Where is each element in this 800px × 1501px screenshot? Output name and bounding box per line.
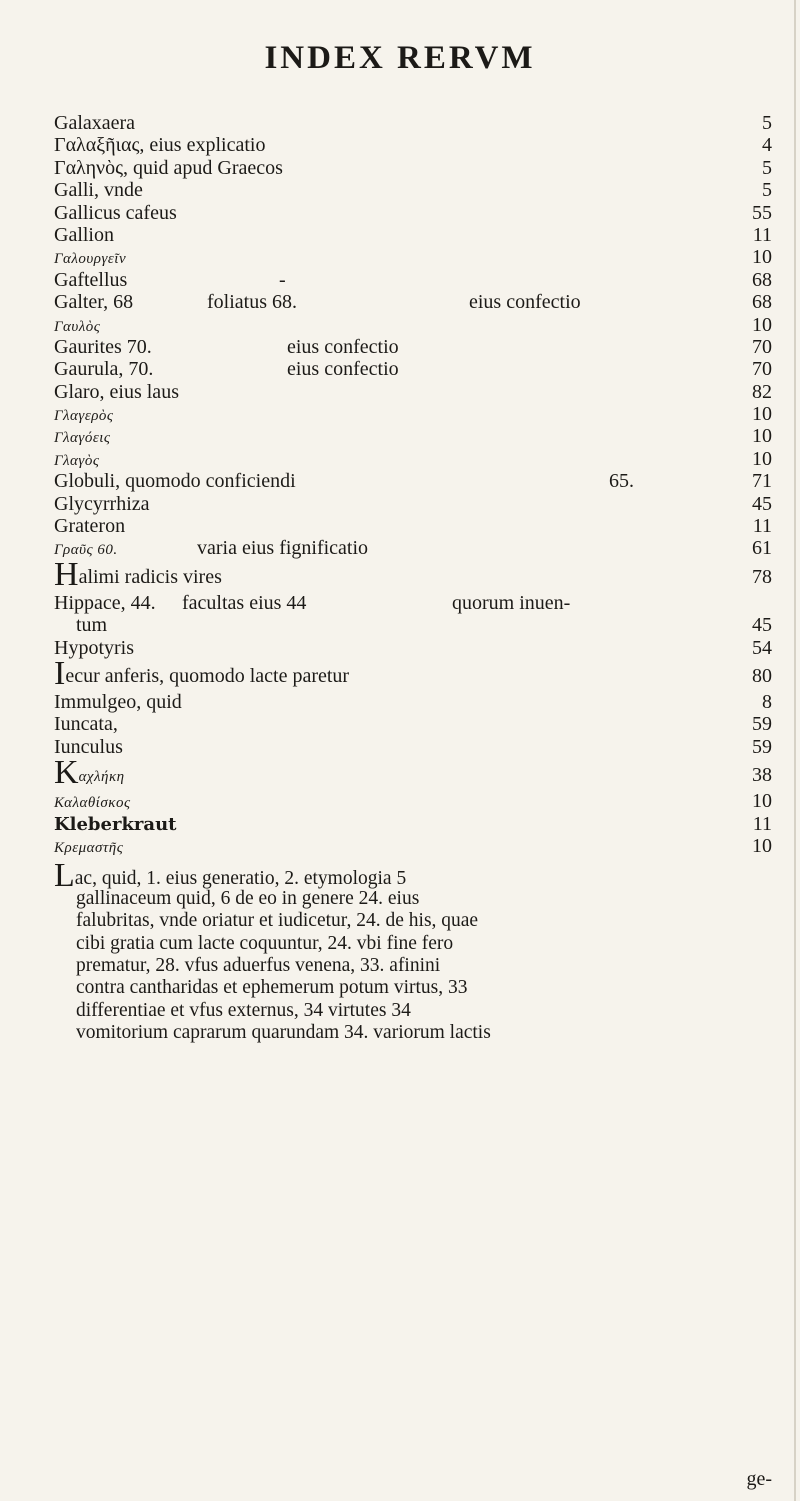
index-entry xyxy=(54,358,772,380)
entry-subtext-2: eius confectio xyxy=(469,291,581,314)
entry-text: Hypotyris xyxy=(54,636,134,659)
entry-label xyxy=(54,336,152,358)
page-reference: 70 xyxy=(752,335,772,358)
page-reference: 10 xyxy=(752,447,772,470)
index-entry xyxy=(54,835,772,857)
entry-text: Galter, 68 xyxy=(54,291,134,314)
index-entry xyxy=(54,157,772,179)
entry-label xyxy=(54,246,126,268)
entry-label xyxy=(54,691,182,713)
entry-label xyxy=(54,813,176,835)
page-reference: 61 xyxy=(752,537,772,560)
entry-subtext: eius confectio xyxy=(287,335,399,358)
page-reference: 10 xyxy=(752,313,772,336)
index-entry xyxy=(54,537,772,559)
lac-line-text: contra cantharidas et ephemerum potum virtus, 33 xyxy=(76,977,468,999)
index-entry xyxy=(54,813,772,835)
entry-label xyxy=(54,202,177,224)
index-entry xyxy=(54,224,772,246)
entry-subtext-2: quorum inuen- xyxy=(452,591,571,614)
entry-label xyxy=(54,425,110,447)
entry-label xyxy=(54,179,143,201)
page-reference: 10 xyxy=(752,425,772,448)
lac-line xyxy=(54,910,772,932)
page-reference: 55 xyxy=(752,201,772,224)
page-reference: 5 xyxy=(762,112,772,134)
entry-text: Gaurula, 70. xyxy=(54,358,154,381)
lac-line xyxy=(54,977,772,999)
page-title: INDEX RERVM xyxy=(264,40,536,76)
index-entry xyxy=(54,691,772,713)
entry-subtext: facultas eius 44 xyxy=(182,591,307,614)
entry-text: αχλήκη xyxy=(78,769,125,786)
entry-text: Iunculus xyxy=(54,735,123,758)
lac-line-text: differentiae et vfus externus, 34 virtutes 34 xyxy=(76,999,411,1021)
entry-label xyxy=(54,381,179,403)
entry-label xyxy=(54,555,222,593)
page-reference: 68 xyxy=(752,268,772,291)
entry-text: Hippace, 44. xyxy=(54,591,156,614)
page-reference: 45 xyxy=(752,614,772,637)
page-reference: 45 xyxy=(752,492,772,515)
entry-text: Gaurites 70. xyxy=(54,335,152,358)
page-reference: 78 xyxy=(752,565,772,588)
entry-label xyxy=(54,754,125,792)
page-reference: 70 xyxy=(752,358,772,381)
lac-line xyxy=(54,1022,772,1044)
entry-text: Gaftellus xyxy=(54,268,128,291)
lac-line-text: prematur, 28. vfus aduerfus venena, 33. afinini xyxy=(76,954,441,976)
entry-text: Kleberkraut xyxy=(54,813,177,835)
entry-label xyxy=(54,515,125,537)
entry-text: Grateron xyxy=(54,515,126,538)
page-reference: 68 xyxy=(752,291,772,314)
lac-line xyxy=(54,933,772,955)
page-reference: 11 xyxy=(752,515,772,538)
entry-text: alimi radicis vires xyxy=(78,565,222,588)
entry-label xyxy=(54,291,133,313)
lac-line-text: falubritas, vnde oriatur et iudicetur, 24. de his, quae xyxy=(76,910,479,932)
lac-line xyxy=(54,955,772,977)
entry-text: Γλαγόεις xyxy=(54,430,111,447)
entry-label xyxy=(54,134,265,156)
page-reference: 38 xyxy=(752,764,772,787)
entry-text: Γραῦς 60. xyxy=(54,542,118,559)
lac-line xyxy=(54,888,772,910)
index-entry xyxy=(54,112,772,134)
entry-text: ecur anferis, quomodo lacte paretur xyxy=(65,664,350,687)
index-entry xyxy=(54,654,772,692)
page-reference: 10 xyxy=(752,403,772,426)
page-reference: 59 xyxy=(752,713,772,736)
page-reference: 10 xyxy=(752,246,772,269)
entry-label xyxy=(54,358,153,380)
entry-text: Galaxaera xyxy=(54,112,136,134)
entry-initial: I xyxy=(54,654,66,692)
entry-text: tum xyxy=(76,614,108,637)
index-entry xyxy=(54,555,772,593)
entry-text: Gallion xyxy=(54,223,114,246)
entry-text: Γαυλὸς xyxy=(54,318,101,335)
entry-text: Καλαθίσκος xyxy=(54,795,131,812)
entry-text: Globuli, quomodo conficiendi xyxy=(54,470,296,493)
page-reference: 5 xyxy=(762,156,772,179)
lac-line-text: cibi gratia cum lacte coquuntur, 24. vbi fine fero xyxy=(76,932,454,954)
lac-line-text: gallinaceum quid, 6 de eo in genere 24. eius xyxy=(76,887,420,909)
index-entry xyxy=(54,448,772,470)
entry-text: Glycyrrhiza xyxy=(54,492,150,515)
entry-text: Iuncata, xyxy=(54,713,118,736)
index-entry xyxy=(54,592,772,614)
lac-line-text: vomitorium caprarum quarundam 34. variorum lactis xyxy=(76,1022,491,1044)
page-edge-shadow xyxy=(794,0,796,1501)
entry-subtext: varia eius fignificatio xyxy=(197,537,369,560)
index-entry xyxy=(54,246,772,268)
index-entry xyxy=(54,381,772,403)
page-reference: 80 xyxy=(752,664,772,687)
entry-text: Immulgeo, quid xyxy=(54,690,182,713)
index-entries xyxy=(54,112,772,1044)
entry-label xyxy=(54,713,118,735)
entry-label xyxy=(54,790,131,812)
index-entry xyxy=(54,790,772,812)
lac-initial: L xyxy=(54,857,75,895)
page-reference: 11 xyxy=(752,812,772,835)
entry-subtext: - xyxy=(279,268,286,291)
index-entry xyxy=(54,637,772,659)
entry-label xyxy=(54,835,123,857)
page-reference: 4 xyxy=(762,134,772,157)
index-entry xyxy=(54,269,772,291)
page-reference: 71 xyxy=(752,470,772,493)
entry-label xyxy=(54,112,135,134)
entry-label xyxy=(54,224,114,246)
entry-text: Γαλαξῆιας, eius explicatio xyxy=(54,134,266,157)
index-entry xyxy=(54,134,772,156)
index-entry xyxy=(54,314,772,336)
index-entry xyxy=(54,291,772,313)
page-reference: 8 xyxy=(762,690,772,713)
entry-label xyxy=(54,314,100,336)
entry-label xyxy=(54,269,127,291)
page-reference: 59 xyxy=(752,735,772,758)
entry-subtext: eius confectio xyxy=(287,358,399,381)
entry-text: Gallicus cafeus xyxy=(54,201,177,224)
entry-initial: K xyxy=(54,754,79,792)
index-entry xyxy=(54,336,772,358)
page-reference: 82 xyxy=(752,380,772,403)
entry-label xyxy=(54,157,283,179)
entry-label xyxy=(54,654,350,692)
index-entry xyxy=(54,493,772,515)
index-entry xyxy=(54,202,772,224)
page-reference: 54 xyxy=(752,636,772,659)
entry-text: Glaro, eius laus xyxy=(54,380,179,403)
index-entry xyxy=(54,403,772,425)
page-reference: 11 xyxy=(752,223,772,246)
entry-label xyxy=(54,470,296,492)
entry-initial: H xyxy=(54,555,79,593)
entry-subtext: 65. xyxy=(609,470,634,493)
entry-label xyxy=(54,493,150,515)
lac-line-text: ac, quid, 1. eius generatio, 2. etymologia 5 xyxy=(74,868,407,890)
entry-text: Γαλουργεῖν xyxy=(54,251,127,268)
index-entry xyxy=(54,179,772,201)
lac-entry xyxy=(54,857,772,1044)
index-entry xyxy=(54,515,772,537)
catchword: ge- xyxy=(746,1468,772,1490)
entry-label xyxy=(54,592,156,614)
index-entry xyxy=(54,754,772,792)
lac-line xyxy=(54,1000,772,1022)
entry-text: Γαληνὸς, quid apud Graecos xyxy=(54,156,283,179)
page-reference: 5 xyxy=(762,179,772,202)
index-entry xyxy=(54,425,772,447)
index-entry xyxy=(54,713,772,735)
index-entry xyxy=(54,470,772,492)
index-entry xyxy=(54,614,772,636)
entry-label xyxy=(54,448,99,470)
entry-text: Galli, vnde xyxy=(54,179,143,202)
page-reference: 10 xyxy=(752,834,772,857)
entry-label xyxy=(76,614,107,636)
entry-text: Γλαγὸς xyxy=(54,452,100,469)
lac-line xyxy=(54,857,772,895)
entry-label xyxy=(54,403,114,425)
index-entry xyxy=(54,736,772,758)
page-reference: 10 xyxy=(752,790,772,813)
entry-text: Κρεμαστῆς xyxy=(54,839,124,856)
entry-text: Γλαγερὸς xyxy=(54,408,114,425)
entry-label xyxy=(54,637,134,659)
entry-subtext: foliatus 68. xyxy=(207,291,297,314)
